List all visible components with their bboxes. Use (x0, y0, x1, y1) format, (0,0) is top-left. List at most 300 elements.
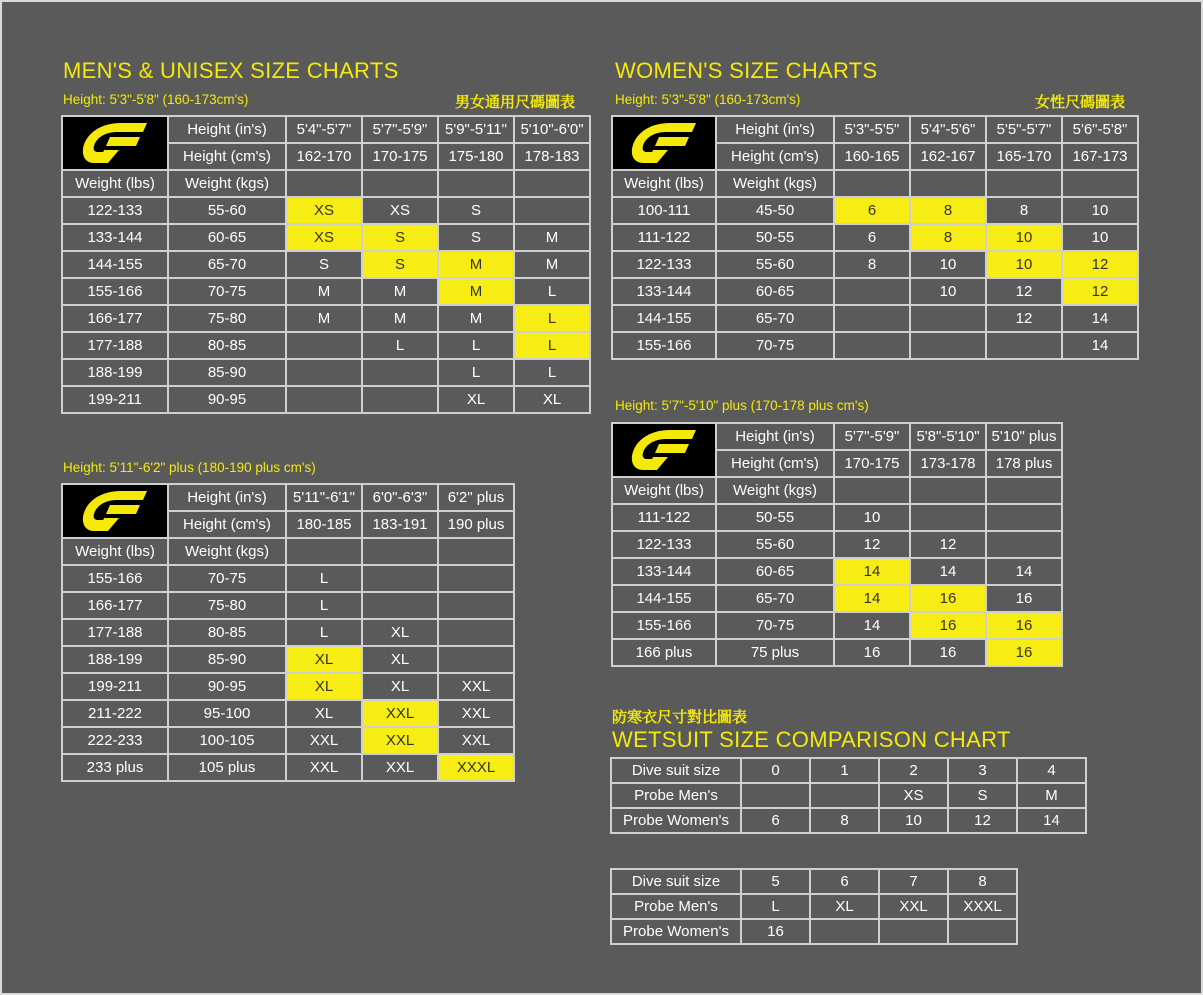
weight-lbs-cell: 177-188 (62, 332, 168, 359)
size-cell-recommended: XS (286, 224, 362, 251)
size-cell: L (438, 332, 514, 359)
size-cell-recommended: XXL (362, 727, 438, 754)
table-row (62, 592, 514, 619)
size-cell: 10 (1062, 224, 1138, 251)
size-cell-recommended: 14 (834, 558, 910, 585)
height-in-header: 5'5"-5'7" (986, 116, 1062, 143)
empty-cell (986, 170, 1062, 197)
size-cell-recommended: 8 (910, 197, 986, 224)
brand-logo (62, 116, 168, 170)
size-cell: 14 (986, 558, 1062, 585)
womens-title-cn: 女性尺碼圖表 (1035, 94, 1126, 111)
weight-lbs-cell: 166-177 (62, 305, 168, 332)
womens-subtitle: Height: 5'3"-5'8" (160-173cm's) (615, 92, 801, 107)
size-cell-recommended: M (438, 251, 514, 278)
size-cell: XS (362, 197, 438, 224)
height-in-header: 5'6"-5'8" (1062, 116, 1138, 143)
height-cm-header: 180-185 (286, 511, 362, 538)
brand-logo-icon (77, 488, 153, 534)
empty-cell (514, 170, 590, 197)
weight-kgs-cell: 65-70 (716, 305, 834, 332)
size-cell-recommended: 14 (834, 585, 910, 612)
table-row (611, 808, 1086, 833)
weight-lbs-cell: 188-199 (62, 646, 168, 673)
comparison-cell: S (948, 783, 1017, 808)
size-cell-recommended: L (514, 305, 590, 332)
height-cm-label: Height (cm's) (716, 143, 834, 170)
height-in-header: 5'10" plus (986, 423, 1062, 450)
size-cell: 8 (986, 197, 1062, 224)
weight-lbs-cell: 144-155 (62, 251, 168, 278)
size-cell: 14 (1062, 305, 1138, 332)
comparison-cell (810, 783, 879, 808)
empty-cell (438, 170, 514, 197)
height-cm-label: Height (cm's) (168, 511, 286, 538)
table-row (612, 639, 1062, 666)
empty-cell (286, 170, 362, 197)
size-cell: 14 (910, 558, 986, 585)
weight-kgs-cell: 85-90 (168, 359, 286, 386)
empty-cell (910, 170, 986, 197)
size-cell: 8 (834, 251, 910, 278)
comparison-cell: 6 (810, 869, 879, 894)
comparison-cell: XXL (879, 894, 948, 919)
weight-lbs-cell: 155-166 (62, 278, 168, 305)
height-in-header: 5'4"-5'7" (286, 116, 362, 143)
size-cell: 16 (986, 585, 1062, 612)
weight-lbs-cell: 166-177 (62, 592, 168, 619)
size-cell-recommended: XXXL (438, 754, 514, 781)
height-cm-header: 162-170 (286, 143, 362, 170)
comparison-cell: M (1017, 783, 1086, 808)
row-label: Probe Men's (611, 894, 741, 919)
size-cell-recommended: 16 (910, 585, 986, 612)
size-cell: 14 (1062, 332, 1138, 359)
weight-kgs-label: Weight (kgs) (168, 170, 286, 197)
weight-lbs-cell: 133-144 (612, 558, 716, 585)
table-row (62, 251, 590, 278)
weight-kgs-cell: 90-95 (168, 673, 286, 700)
table-row (612, 224, 1138, 251)
weight-lbs-cell: 100-111 (612, 197, 716, 224)
height-in-header: 5'4"-5'6" (910, 116, 986, 143)
size-cell (362, 565, 438, 592)
table-row (62, 305, 590, 332)
table-row (62, 700, 514, 727)
size-cell: XL (362, 673, 438, 700)
size-cell: 10 (910, 251, 986, 278)
height-in-label: Height (in's) (716, 423, 834, 450)
size-cell-recommended: L (514, 332, 590, 359)
size-cell (438, 619, 514, 646)
size-cell-recommended: 16 (910, 612, 986, 639)
comparison-cell: 16 (741, 919, 810, 944)
comparison-cell (948, 919, 1017, 944)
comparison-cell (741, 783, 810, 808)
weight-lbs-cell: 122-133 (612, 251, 716, 278)
empty-cell (834, 170, 910, 197)
comparison-cell: 8 (948, 869, 1017, 894)
weight-lbs-cell: 144-155 (612, 305, 716, 332)
mens-size-table-tall (61, 483, 515, 782)
table-row (62, 386, 590, 413)
weight-lbs-cell: 222-233 (62, 727, 168, 754)
size-cell (910, 305, 986, 332)
comparison-cell: 4 (1017, 758, 1086, 783)
size-cell: L (286, 592, 362, 619)
height-cm-header: 162-167 (910, 143, 986, 170)
size-cell: L (438, 359, 514, 386)
weight-kgs-cell: 70-75 (168, 565, 286, 592)
size-cell: XXL (286, 727, 362, 754)
weight-kgs-cell: 80-85 (168, 332, 286, 359)
comparison-cell: XL (810, 894, 879, 919)
womens-size-table-regular (611, 115, 1139, 360)
weight-kgs-cell: 90-95 (168, 386, 286, 413)
size-cell (286, 386, 362, 413)
weight-kgs-cell: 55-60 (716, 531, 834, 558)
brand-logo-icon (626, 427, 702, 473)
weight-lbs-cell: 133-144 (612, 278, 716, 305)
size-cell: XL (286, 700, 362, 727)
weight-kgs-cell: 75-80 (168, 592, 286, 619)
size-cell (910, 504, 986, 531)
weight-lbs-cell: 133-144 (62, 224, 168, 251)
comparison-cell: 0 (741, 758, 810, 783)
table-row (612, 558, 1062, 585)
weight-kgs-cell: 60-65 (168, 224, 286, 251)
weight-kgs-cell: 55-60 (168, 197, 286, 224)
size-cell-recommended: 12 (1062, 251, 1138, 278)
comparison-cell: 6 (741, 808, 810, 833)
size-cell: 12 (834, 531, 910, 558)
height-cm-header: 160-165 (834, 143, 910, 170)
size-cell: M (438, 305, 514, 332)
comparison-cell (879, 919, 948, 944)
size-cell (986, 504, 1062, 531)
weight-kgs-label: Weight (kgs) (168, 538, 286, 565)
comparison-cell: 1 (810, 758, 879, 783)
height-cm-header: 178-183 (514, 143, 590, 170)
size-cell-recommended: XL (286, 673, 362, 700)
weight-kgs-cell: 45-50 (716, 197, 834, 224)
size-cell: M (514, 251, 590, 278)
table-row (612, 251, 1138, 278)
size-cell (362, 592, 438, 619)
weight-lbs-cell: 122-133 (62, 197, 168, 224)
size-cell (514, 197, 590, 224)
weight-kgs-cell: 95-100 (168, 700, 286, 727)
comparison-table-1 (610, 757, 1087, 834)
height-cm-label: Height (cm's) (716, 450, 834, 477)
weight-lbs-label: Weight (lbs) (62, 538, 168, 565)
weight-lbs-cell: 166 plus (612, 639, 716, 666)
size-cell: M (514, 224, 590, 251)
size-cell: XXL (438, 673, 514, 700)
size-cell-recommended: M (438, 278, 514, 305)
weight-kgs-label: Weight (kgs) (716, 170, 834, 197)
empty-cell (362, 538, 438, 565)
row-label: Dive suit size (611, 869, 741, 894)
size-cell: 12 (910, 531, 986, 558)
weight-lbs-cell: 199-211 (62, 673, 168, 700)
weight-lbs-cell: 199-211 (62, 386, 168, 413)
height-in-header: 5'7"-5'9" (362, 116, 438, 143)
height-cm-header: 165-170 (986, 143, 1062, 170)
size-cell: M (286, 278, 362, 305)
mens-title: MEN'S & UNISEX SIZE CHARTS (63, 58, 399, 83)
empty-cell (286, 538, 362, 565)
size-cell (438, 646, 514, 673)
size-cell: XXL (362, 754, 438, 781)
weight-lbs-cell: 155-166 (612, 612, 716, 639)
size-cell: XXL (438, 727, 514, 754)
size-cell: 6 (834, 224, 910, 251)
size-cell: 12 (986, 305, 1062, 332)
height-cm-header: 175-180 (438, 143, 514, 170)
table-row (62, 224, 590, 251)
weight-lbs-label: Weight (lbs) (612, 477, 716, 504)
weight-kgs-cell: 65-70 (168, 251, 286, 278)
height-in-header: 5'7"-5'9" (834, 423, 910, 450)
size-cell (362, 359, 438, 386)
table-row (611, 869, 1017, 894)
size-cell: 16 (910, 639, 986, 666)
womens-subtitle-tall: Height: 5'7"-5'10" plus (170-178 plus cm's) (615, 398, 869, 413)
comparison-cell: 10 (879, 808, 948, 833)
size-cell (438, 592, 514, 619)
table-row (62, 754, 514, 781)
comparison-cell: 14 (1017, 808, 1086, 833)
size-cell: M (362, 278, 438, 305)
brand-logo-icon (77, 120, 153, 166)
weight-lbs-cell: 111-122 (612, 504, 716, 531)
comparison-cell: L (741, 894, 810, 919)
size-cell (438, 565, 514, 592)
row-label: Probe Women's (611, 919, 741, 944)
height-cm-header: 167-173 (1062, 143, 1138, 170)
weight-kgs-cell: 80-85 (168, 619, 286, 646)
table-row (62, 646, 514, 673)
size-cell (986, 332, 1062, 359)
weight-lbs-cell: 144-155 (612, 585, 716, 612)
weight-lbs-cell: 122-133 (612, 531, 716, 558)
row-label: Dive suit size (611, 758, 741, 783)
table-row (612, 332, 1138, 359)
mens-subtitle-tall: Height: 5'11"-6'2" plus (180-190 plus cm's) (63, 460, 316, 475)
empty-cell (910, 477, 986, 504)
weight-kgs-cell: 85-90 (168, 646, 286, 673)
table-row (62, 565, 514, 592)
height-in-header: 6'2" plus (438, 484, 514, 511)
height-cm-label: Height (cm's) (168, 143, 286, 170)
weight-kgs-cell: 70-75 (716, 332, 834, 359)
empty-cell (362, 170, 438, 197)
comparison-cell: 7 (879, 869, 948, 894)
table-row (62, 619, 514, 646)
height-cm-header: 170-175 (362, 143, 438, 170)
size-cell-recommended: 12 (1062, 278, 1138, 305)
weight-kgs-cell: 100-105 (168, 727, 286, 754)
table-row (611, 919, 1017, 944)
weight-kgs-cell: 60-65 (716, 278, 834, 305)
size-cell: L (286, 565, 362, 592)
comparison-cell: XS (879, 783, 948, 808)
size-cell-recommended: 10 (986, 224, 1062, 251)
weight-lbs-cell: 211-222 (62, 700, 168, 727)
table-row (612, 504, 1062, 531)
table-row (611, 894, 1017, 919)
brand-logo (612, 423, 716, 477)
table-row (612, 278, 1138, 305)
brand-logo-icon (626, 120, 702, 166)
row-label: Probe Women's (611, 808, 741, 833)
table-row (62, 727, 514, 754)
height-cm-header: 183-191 (362, 511, 438, 538)
womens-title: WOMEN'S SIZE CHARTS (615, 58, 878, 83)
table-row (612, 531, 1062, 558)
size-cell (834, 332, 910, 359)
empty-cell (834, 477, 910, 504)
size-cell (362, 386, 438, 413)
table-row (62, 359, 590, 386)
size-cell-recommended: 16 (986, 639, 1062, 666)
size-cell: XXL (438, 700, 514, 727)
weight-lbs-cell: 188-199 (62, 359, 168, 386)
height-in-header: 6'0"-6'3" (362, 484, 438, 511)
comparison-cell: 8 (810, 808, 879, 833)
size-cell: L (286, 619, 362, 646)
size-cell (986, 531, 1062, 558)
table-row (611, 783, 1086, 808)
mens-subtitle: Height: 5'3"-5'8" (160-173cm's) (63, 92, 249, 107)
size-cell-recommended: S (362, 224, 438, 251)
size-cell: XL (438, 386, 514, 413)
height-in-label: Height (in's) (168, 484, 286, 511)
height-in-header: 5'3"-5'5" (834, 116, 910, 143)
comparison-cell: 5 (741, 869, 810, 894)
mens-title-cn: 男女通用尺碼圖表 (455, 94, 576, 111)
weight-lbs-label: Weight (lbs) (612, 170, 716, 197)
size-cell: L (514, 359, 590, 386)
height-cm-header: 173-178 (910, 450, 986, 477)
size-cell: 16 (834, 639, 910, 666)
comparison-title-cn: 防寒衣尺寸對比圖表 (612, 709, 748, 726)
weight-lbs-cell: 233 plus (62, 754, 168, 781)
weight-kgs-cell: 50-55 (716, 224, 834, 251)
size-cell: L (362, 332, 438, 359)
height-in-label: Height (in's) (168, 116, 286, 143)
height-in-header: 5'8"-5'10" (910, 423, 986, 450)
comparison-cell: XXXL (948, 894, 1017, 919)
size-cell: XL (362, 619, 438, 646)
height-in-header: 5'11"-6'1" (286, 484, 362, 511)
table-row (612, 197, 1138, 224)
size-cell: S (438, 224, 514, 251)
table-row (612, 305, 1138, 332)
table-row (62, 673, 514, 700)
size-cell: M (362, 305, 438, 332)
table-row (62, 332, 590, 359)
weight-lbs-cell: 111-122 (612, 224, 716, 251)
weight-lbs-label: Weight (lbs) (62, 170, 168, 197)
size-cell-recommended: 8 (910, 224, 986, 251)
height-cm-header: 190 plus (438, 511, 514, 538)
weight-kgs-cell: 105 plus (168, 754, 286, 781)
comparison-cell: 3 (948, 758, 1017, 783)
weight-kgs-cell: 55-60 (716, 251, 834, 278)
size-cell-recommended: XS (286, 197, 362, 224)
size-cell (910, 332, 986, 359)
size-cell: XL (362, 646, 438, 673)
size-cell: M (286, 305, 362, 332)
height-in-label: Height (in's) (716, 116, 834, 143)
size-cell: 10 (910, 278, 986, 305)
height-cm-header: 170-175 (834, 450, 910, 477)
brand-logo (612, 116, 716, 170)
height-in-header: 5'10"-6'0" (514, 116, 590, 143)
size-cell: 14 (834, 612, 910, 639)
empty-cell (986, 477, 1062, 504)
size-cell: 10 (834, 504, 910, 531)
size-cell-recommended: 6 (834, 197, 910, 224)
size-cell: XL (514, 386, 590, 413)
height-cm-header: 178 plus (986, 450, 1062, 477)
table-row (62, 197, 590, 224)
comparison-title: WETSUIT SIZE COMPARISON CHART (612, 727, 1011, 752)
weight-kgs-cell: 50-55 (716, 504, 834, 531)
size-cell: S (438, 197, 514, 224)
size-cell-recommended: XXL (362, 700, 438, 727)
weight-lbs-cell: 155-166 (62, 565, 168, 592)
weight-lbs-cell: 177-188 (62, 619, 168, 646)
size-cell: L (514, 278, 590, 305)
size-cell: 10 (1062, 197, 1138, 224)
mens-size-table-regular (61, 115, 591, 414)
size-cell: S (286, 251, 362, 278)
table-row (612, 612, 1062, 639)
comparison-cell: 2 (879, 758, 948, 783)
weight-kgs-cell: 70-75 (716, 612, 834, 639)
weight-kgs-cell: 65-70 (716, 585, 834, 612)
row-label: Probe Men's (611, 783, 741, 808)
size-cell-recommended: XL (286, 646, 362, 673)
size-cell (834, 305, 910, 332)
weight-kgs-cell: 75-80 (168, 305, 286, 332)
size-cell-recommended: S (362, 251, 438, 278)
weight-lbs-cell: 155-166 (612, 332, 716, 359)
table-row (612, 585, 1062, 612)
size-cell (286, 332, 362, 359)
table-row (62, 278, 590, 305)
height-in-header: 5'9"-5'11" (438, 116, 514, 143)
comparison-table-2 (610, 868, 1018, 945)
weight-kgs-cell: 60-65 (716, 558, 834, 585)
brand-logo (62, 484, 168, 538)
table-row (611, 758, 1086, 783)
size-cell: 12 (986, 278, 1062, 305)
womens-size-table-tall (611, 422, 1063, 667)
size-cell-recommended: 16 (986, 612, 1062, 639)
weight-kgs-cell: 70-75 (168, 278, 286, 305)
size-cell (834, 278, 910, 305)
weight-kgs-cell: 75 plus (716, 639, 834, 666)
size-cell-recommended: 10 (986, 251, 1062, 278)
empty-cell (438, 538, 514, 565)
comparison-cell (810, 919, 879, 944)
empty-cell (1062, 170, 1138, 197)
size-cell (286, 359, 362, 386)
